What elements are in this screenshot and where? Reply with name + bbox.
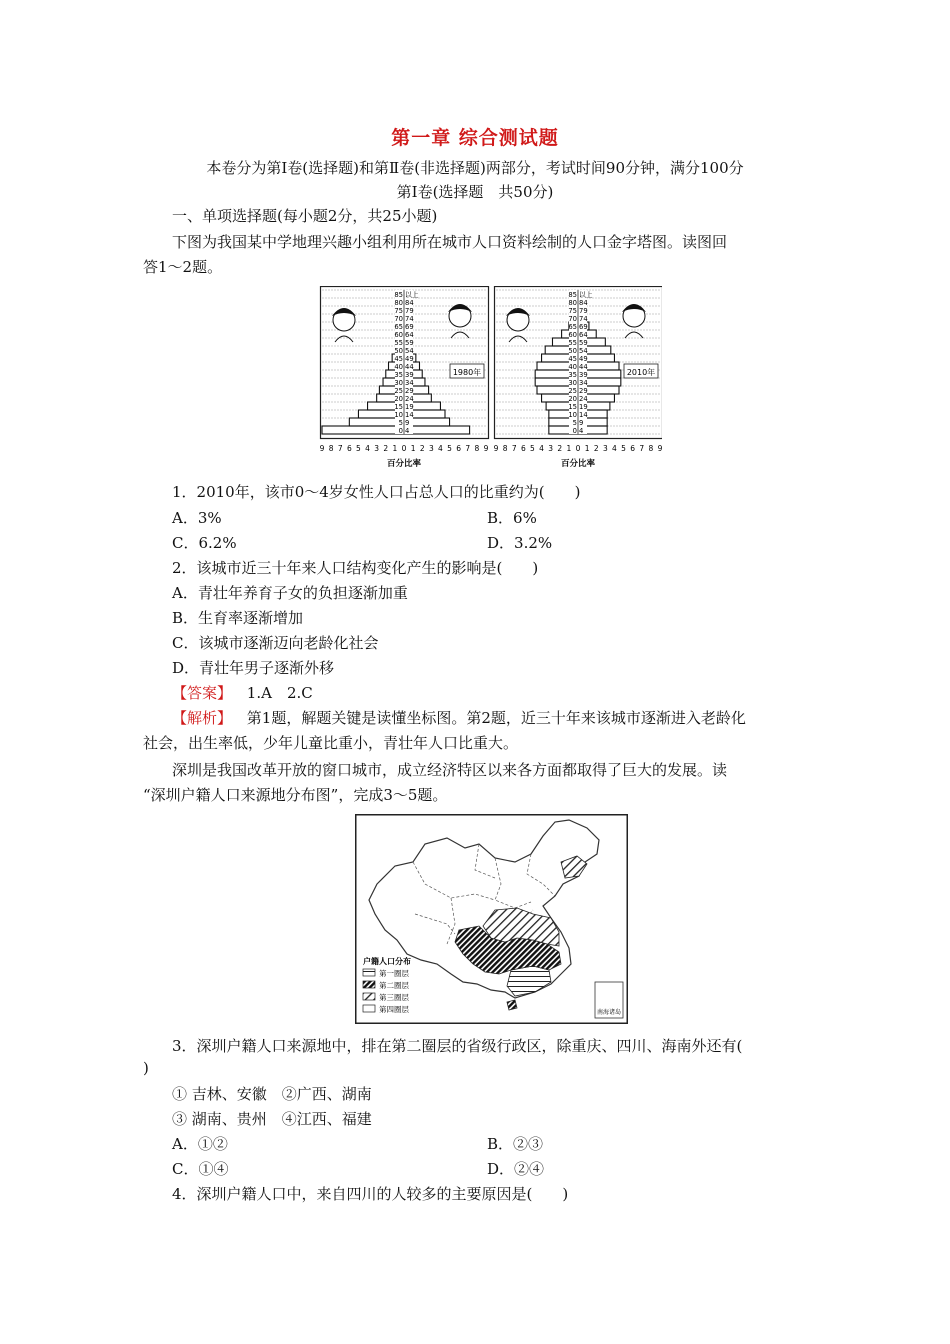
x-tick-label: 8	[474, 444, 480, 453]
x-tick-label: 3	[374, 444, 380, 453]
age-tick-label: 4	[579, 427, 584, 435]
age-tick-label: 70	[568, 315, 577, 323]
age-tick-label: 80	[568, 299, 577, 307]
question-1: 1．2010年，该市0～4岁女性人口占总人口的比重约为( )	[172, 483, 581, 501]
age-tick-label: 14	[579, 411, 588, 419]
question-4: 4．深圳户籍人口中，来自四川的人较多的主要原因是( )	[172, 1185, 569, 1203]
x-tick-label: 1	[566, 444, 572, 453]
age-tick-label: 20	[394, 395, 403, 403]
q2-option-d: D．青壮年男子逐渐外移	[172, 659, 335, 677]
x-tick-label: 5	[447, 444, 452, 453]
pyramid-1980	[320, 287, 489, 470]
age-tick-label: 65	[394, 323, 403, 331]
answer-tag: 【答案】	[172, 684, 233, 702]
x-tick-label: 7	[337, 444, 343, 453]
age-tick-label: 4	[405, 427, 410, 435]
question-3-line-2: )	[143, 1059, 149, 1077]
age-tick-label: 40	[394, 363, 403, 371]
age-tick-label: 69	[405, 323, 414, 331]
x-tick-label: 8	[328, 444, 334, 453]
analysis-text-1: 第1题，解题关键是读懂坐标图。第2题，近三十年来该城市逐渐进入老龄化	[246, 709, 746, 727]
q2-option-c: C．该城市逐渐迈向老龄化社会	[172, 634, 379, 652]
age-tick-label: 80	[394, 299, 403, 307]
x-tick-label: 6	[630, 444, 636, 453]
x-tick-label: 4	[438, 444, 443, 453]
q1-option-b: B．6%	[487, 509, 537, 527]
age-tick-label: 5	[572, 419, 577, 427]
x-tick-label: 5	[530, 444, 535, 453]
age-tick-label: 50	[568, 347, 577, 355]
age-tick-label: 以上	[579, 291, 593, 299]
age-tick-label: 75	[394, 307, 403, 315]
age-tick-label: 24	[405, 395, 414, 403]
pyramid-2010	[494, 287, 662, 470]
q3-option-d: D．②④	[487, 1160, 545, 1178]
age-tick-label: 64	[579, 331, 588, 339]
x-tick-label: 3	[548, 444, 554, 453]
age-tick-label: 70	[394, 315, 403, 323]
x-tick-label: 0	[575, 444, 581, 453]
age-tick-label: 15	[568, 403, 577, 411]
shenzhen-origin-map	[355, 814, 628, 1024]
stem-3-line-1: 深圳是我国改革开放的窗口城市，成立经济特区以来各方面都取得了巨大的发展。读	[172, 761, 728, 779]
question-3-line-1: 3．深圳户籍人口来源地中，排在第二圈层的省级行政区，除重庆、四川、海南外还有(	[172, 1037, 743, 1055]
age-tick-label: 85	[394, 291, 403, 299]
legend-label-4: 第四圈层	[379, 1005, 409, 1014]
legend-title: 户籍人口分布	[363, 957, 411, 966]
x-tick-label: 4	[365, 444, 370, 453]
x-tick-label: 1	[392, 444, 398, 453]
age-tick-label: 29	[405, 387, 414, 395]
question-2: 2．该城市近三十年来人口结构变化产生的影响是( )	[172, 559, 539, 577]
x-tick-label: 9	[319, 444, 325, 453]
q3-items-1: ① 吉林、安徽 ②广西、湖南	[172, 1085, 372, 1103]
legend-swatch-2	[363, 981, 375, 988]
x-axis-label: 百分比率	[560, 459, 596, 469]
x-tick-label: 2	[383, 444, 389, 453]
age-tick-label: 50	[394, 347, 403, 355]
age-tick-label: 30	[568, 379, 577, 387]
x-tick-label: 0	[401, 444, 407, 453]
q1-option-d: D．3.2%	[487, 534, 553, 552]
age-tick-label: 84	[579, 299, 588, 307]
age-tick-label: 10	[394, 411, 403, 419]
age-tick-label: 5	[398, 419, 403, 427]
age-tick-label: 24	[579, 395, 588, 403]
age-tick-label: 44	[579, 363, 588, 371]
age-tick-label: 54	[579, 347, 588, 355]
x-tick-label: 5	[356, 444, 361, 453]
age-tick-label: 55	[394, 339, 403, 347]
x-tick-label: 9	[493, 444, 499, 453]
x-tick-label: 5	[621, 444, 626, 453]
x-tick-label: 3	[428, 444, 434, 453]
age-tick-label: 25	[394, 387, 403, 395]
age-tick-label: 74	[405, 315, 414, 323]
legend-label-3: 第三圈层	[379, 993, 409, 1002]
age-tick-label: 79	[405, 307, 414, 315]
x-tick-label: 7	[639, 444, 645, 453]
age-tick-label: 74	[579, 315, 588, 323]
x-tick-label: 4	[539, 444, 544, 453]
age-tick-label: 45	[568, 355, 577, 363]
age-tick-label: 64	[405, 331, 414, 339]
age-tick-label: 10	[568, 411, 577, 419]
q3-items-2: ③ 湖南、贵州 ④江西、福建	[172, 1110, 372, 1128]
age-tick-label: 54	[405, 347, 414, 355]
x-tick-label: 2	[419, 444, 425, 453]
year-label: 1980年	[452, 368, 482, 377]
x-tick-label: 6	[456, 444, 462, 453]
legend-swatch-1	[363, 969, 375, 976]
age-tick-label: 65	[568, 323, 577, 331]
age-tick-label: 39	[579, 371, 588, 379]
q2-option-b: B．生育率逐渐增加	[172, 609, 304, 627]
q3-option-c: C．①④	[172, 1160, 229, 1178]
age-tick-label: 79	[579, 307, 588, 315]
age-tick-label: 85	[568, 291, 577, 299]
x-tick-label: 2	[557, 444, 563, 453]
age-tick-label: 19	[405, 403, 414, 411]
x-tick-label: 7	[511, 444, 517, 453]
stem-1-line-2: 答1～2题。	[143, 258, 223, 276]
q2-option-a: A．青壮年养育子女的负担逐渐加重	[172, 584, 408, 602]
q1-option-a: A．3%	[172, 509, 222, 527]
age-tick-label: 14	[405, 411, 414, 419]
age-tick-label: 69	[579, 323, 588, 331]
age-tick-label: 0	[572, 427, 577, 435]
age-tick-label: 35	[568, 371, 577, 379]
age-tick-label: 25	[568, 387, 577, 395]
stem-3-line-2: “深圳户籍人口来源地分布图”，完成3～5题。	[143, 786, 448, 804]
age-tick-label: 34	[579, 379, 588, 387]
age-tick-label: 30	[394, 379, 403, 387]
age-tick-label: 以上	[405, 291, 419, 299]
age-tick-label: 39	[405, 371, 414, 379]
age-tick-label: 9	[405, 419, 410, 427]
q3-option-a: A．①②	[172, 1135, 228, 1153]
age-tick-label: 59	[405, 339, 414, 347]
x-tick-label: 6	[346, 444, 352, 453]
q3-option-b: B．②③	[487, 1135, 544, 1153]
x-tick-label: 6	[520, 444, 526, 453]
x-tick-label: 9	[657, 444, 662, 453]
x-axis-label: 百分比率	[386, 459, 422, 469]
exam-intro: 本卷分为第Ⅰ卷(选择题)和第Ⅱ卷(非选择题)两部分，考试时间90分钟，满分100分	[206, 159, 744, 177]
x-tick-label: 1	[584, 444, 590, 453]
analysis-line-1	[172, 708, 746, 728]
age-tick-label: 75	[568, 307, 577, 315]
section-heading: 一、单项选择题(每小题2分，共25小题)	[172, 207, 438, 225]
age-tick-label: 49	[579, 355, 588, 363]
year-label: 2010年	[626, 368, 656, 377]
answer-text: 1.A 2.C	[246, 684, 313, 702]
age-tick-label: 34	[405, 379, 414, 387]
age-tick-label: 59	[579, 339, 588, 347]
population-pyramid-figure	[318, 286, 662, 472]
legend-swatch-4	[363, 1005, 375, 1012]
answer-line	[172, 683, 313, 703]
x-tick-label: 4	[612, 444, 617, 453]
x-tick-label: 1	[410, 444, 416, 453]
age-tick-label: 19	[579, 403, 588, 411]
x-tick-label: 8	[648, 444, 654, 453]
x-tick-label: 3	[602, 444, 608, 453]
age-tick-label: 60	[394, 331, 403, 339]
analysis-line-2: 社会，出生率低，少年儿童比重小，青壮年人口比重大。	[143, 734, 519, 752]
age-tick-label: 0	[398, 427, 403, 435]
age-tick-label: 35	[394, 371, 403, 379]
x-tick-label: 2	[593, 444, 599, 453]
analysis-tag: 【解析】	[172, 709, 233, 727]
age-tick-label: 9	[579, 419, 584, 427]
stem-1-line-1: 下图为我国某中学地理兴趣小组利用所在城市人口资料绘制的人口金字塔图。读图回	[172, 233, 728, 251]
age-tick-label: 44	[405, 363, 414, 371]
part-heading: 第Ⅰ卷(选择题 共50分)	[396, 183, 554, 201]
inset-label: 南海诸岛	[596, 1009, 622, 1016]
legend-label-2: 第二圈层	[379, 981, 409, 990]
age-tick-label: 84	[405, 299, 414, 307]
age-tick-label: 15	[394, 403, 403, 411]
legend-label-1: 第一圈层	[379, 969, 409, 978]
page-title: 第一章 综合测试题	[391, 127, 559, 149]
x-tick-label: 9	[483, 444, 489, 453]
age-tick-label: 55	[568, 339, 577, 347]
age-tick-label: 49	[405, 355, 414, 363]
age-tick-label: 20	[568, 395, 577, 403]
age-tick-label: 29	[579, 387, 588, 395]
x-tick-label: 7	[465, 444, 471, 453]
ring-2-hainan	[507, 1000, 517, 1010]
legend-swatch-3	[363, 993, 375, 1000]
age-tick-label: 40	[568, 363, 577, 371]
age-tick-label: 45	[394, 355, 403, 363]
q1-option-c: C．6.2%	[172, 534, 237, 552]
age-tick-label: 60	[568, 331, 577, 339]
x-tick-label: 8	[502, 444, 508, 453]
